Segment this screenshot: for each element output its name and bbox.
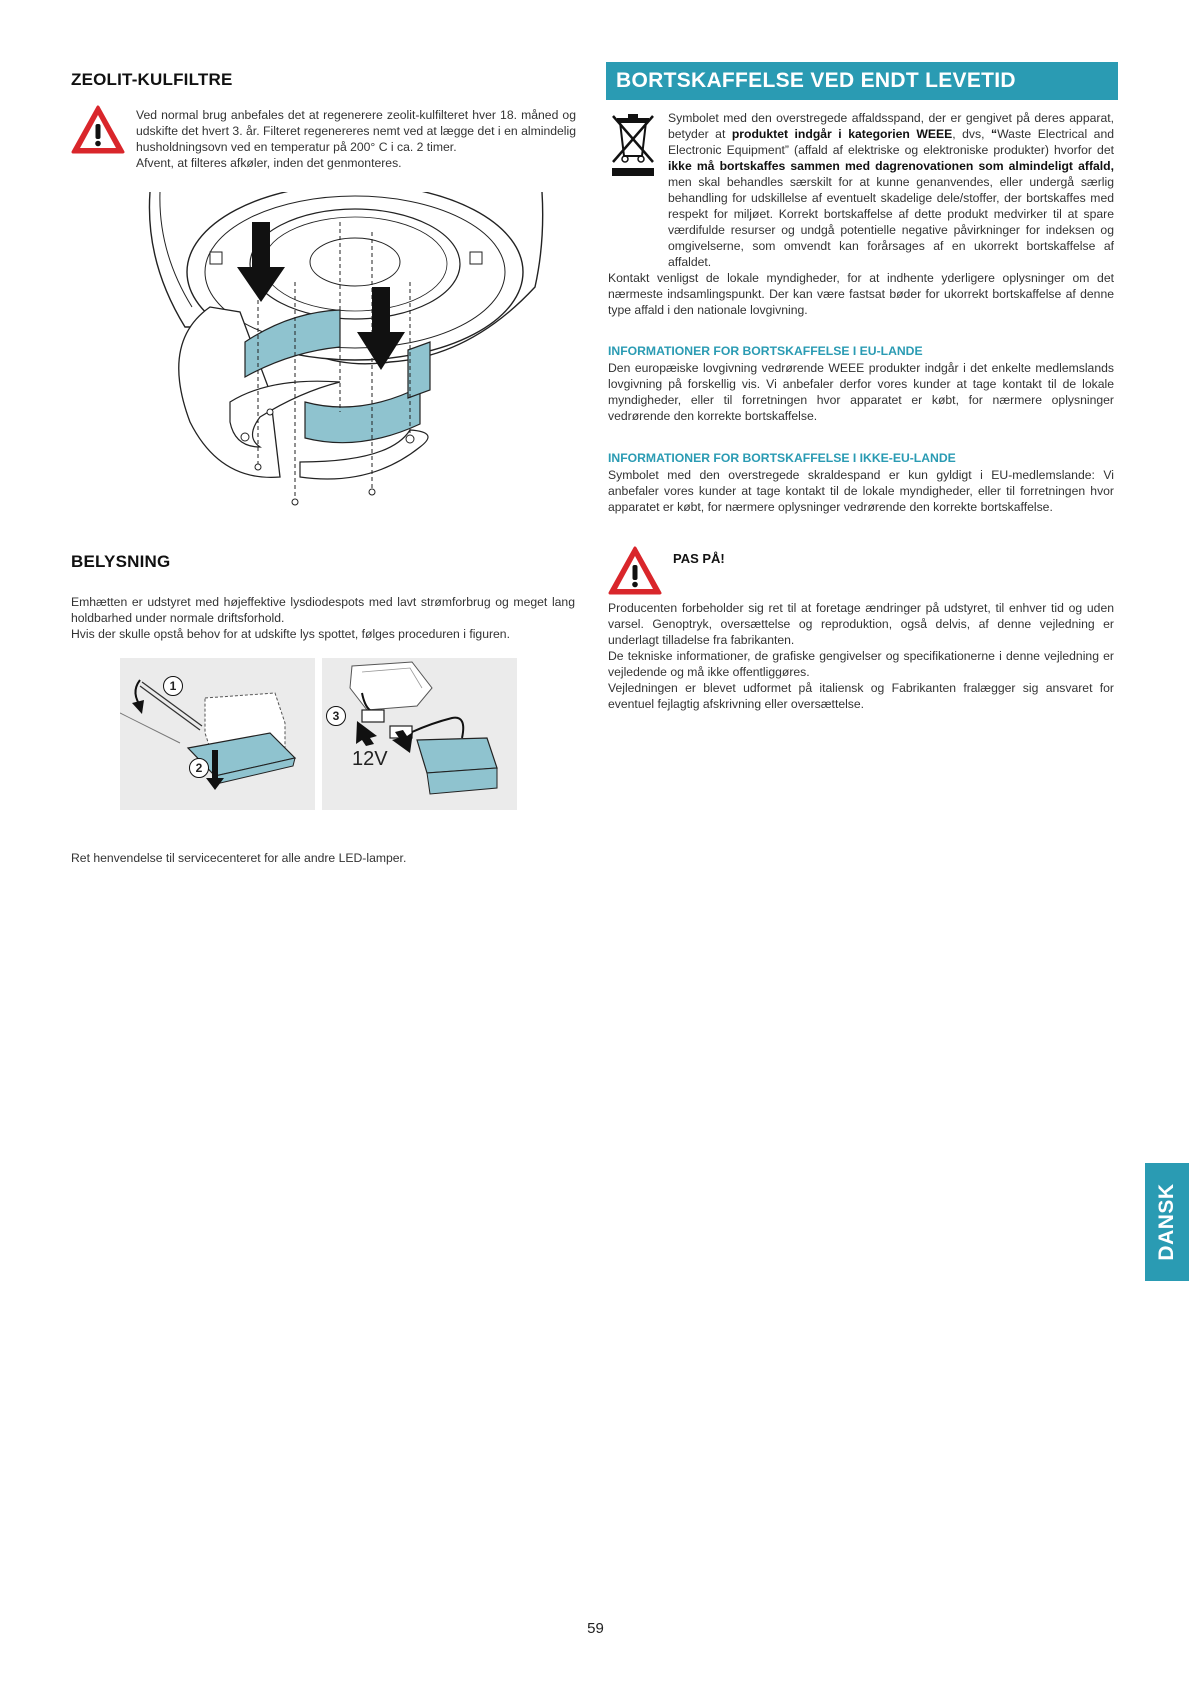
step-2-badge: 2: [189, 758, 209, 778]
lighting-heading: BELYSNING: [71, 552, 171, 571]
zeolite-heading: ZEOLIT-KULFILTRE: [71, 70, 233, 89]
caution-warning-icon: [607, 545, 663, 597]
eu-heading: INFORMATIONER FOR BORTSKAFFELSE I EU-LANDE: [608, 344, 923, 358]
zeolite-text: Ved normal brug anbefales det at regenerere zeolit-kulfilteret hver 18. måned og udskifte det hvert 3. år. Filteret regenereres nemt ved at lægge det i en almindelig husholdningsovn ved en temperatur på 200° C i ca. 2 timer. Afvent, at filteres afkøler, inden det genmonteres.: [136, 108, 576, 170]
disposal-heading-bar: BORTSKAFFELSE VED ENDT LEVETID: [606, 62, 1118, 100]
step-3-badge: 3: [326, 706, 346, 726]
step-1-badge: 1: [163, 676, 183, 696]
disposal-text: Symbolet med den overstregede affaldsspand, der er gengivet på deres apparat, betyder at produktet indgår i kategorien WEEE, dvs, “Waste Electrical and Electronic Equipment” (affald af elektriske og elektroniske produkter) hvorfor det ikke må bortskaffes sammen med dagrenovationen som almindeligt affald, men skal behandles særskilt for at kunne genanvendes, eller undergå særlig behandling for udskillelse af eventuelt skadelige dele/stoffer, der bortskaffes med respekt for miljøet. Korrekt bortskaffelse af dette produkt medvirker til at spare værdifulde resurser og undgå potentielle negative påvirkninger for indeksen og omgivelserne, som omvendt kan forårsages af en ukorrekt bortskaffelse af affaldet. Kontakt venligst de lokale myndigheder, for at indhente yderligere oplysninger om det nærmeste indsamlingspunkt. Der kan være fastsat bøder for ukorrekt bortskaffelse af denne type affald i den nationale lovgivning.: [608, 111, 1114, 317]
non-eu-text: Symbolet med den overstregede skraldespand er kun gyldigt i EU-medlemslande: Vi anbefaler vores kunder at tage kontakt til de lokale myndigheder, eller til forretningen hvor apparatet er købt, for nærmere oplysninger vedrørende den korrekte bortskaffelse.: [608, 468, 1114, 514]
language-tab: DANSK: [1145, 1163, 1189, 1281]
caution-text: Producenten forbeholder sig ret til at foretage ændringer på udstyret, til enhver tid og uden varsel. Genoptryk, oversættelse og reproduktion, også delvis, af denne vejledning er underlagt tilladelse fra fabrikanten. De tekniske informationer, de grafiske gengivelser og specifikationerne i denne vejledning er vejledende og må ikke offentliggøres. Vejledningen er blevet udformet på italiensk og Fabrikanten fralægger sig ansvaret for eventuel fejlagtig afskrivning eller oversættelse.: [608, 601, 1114, 711]
caution-heading: PAS PÅ!: [673, 551, 725, 566]
voltage-label: 12V: [352, 748, 388, 770]
led-removal-illustration: [120, 658, 315, 810]
led-footer-note: Ret henvendelse til servicecenteret for alle andre LED-lamper.: [71, 851, 407, 865]
page-number: 59: [587, 1620, 604, 1637]
non-eu-heading: INFORMATIONER FOR BORTSKAFFELSE I IKKE-EU-LANDE: [608, 451, 956, 465]
zeolite-filter-illustration: [140, 192, 560, 542]
lighting-text: Emhætten er udstyret med højeffektive lysdiodespots med lavt strømforbrug og meget lang holdbarhed under normale driftsforhold. Hvis der skulle opstå behov for at udskifte lys spottet, følges proceduren i figuren.: [71, 595, 575, 641]
led-connector-illustration: [322, 658, 517, 810]
eu-text: Den europæiske lovgivning vedrørende WEEE produkter indgår i det enkelte medlemslands lovgivning på forskellig vis. Vi anbefaler derfor vores kunder at tage kontakt til de lokale myndigheder, eller til forretningen hvor apparatet er købt, for nærmere oplysninger vedrørende den korrekte bortskaffelse.: [608, 361, 1114, 423]
warning-icon: [70, 104, 126, 156]
